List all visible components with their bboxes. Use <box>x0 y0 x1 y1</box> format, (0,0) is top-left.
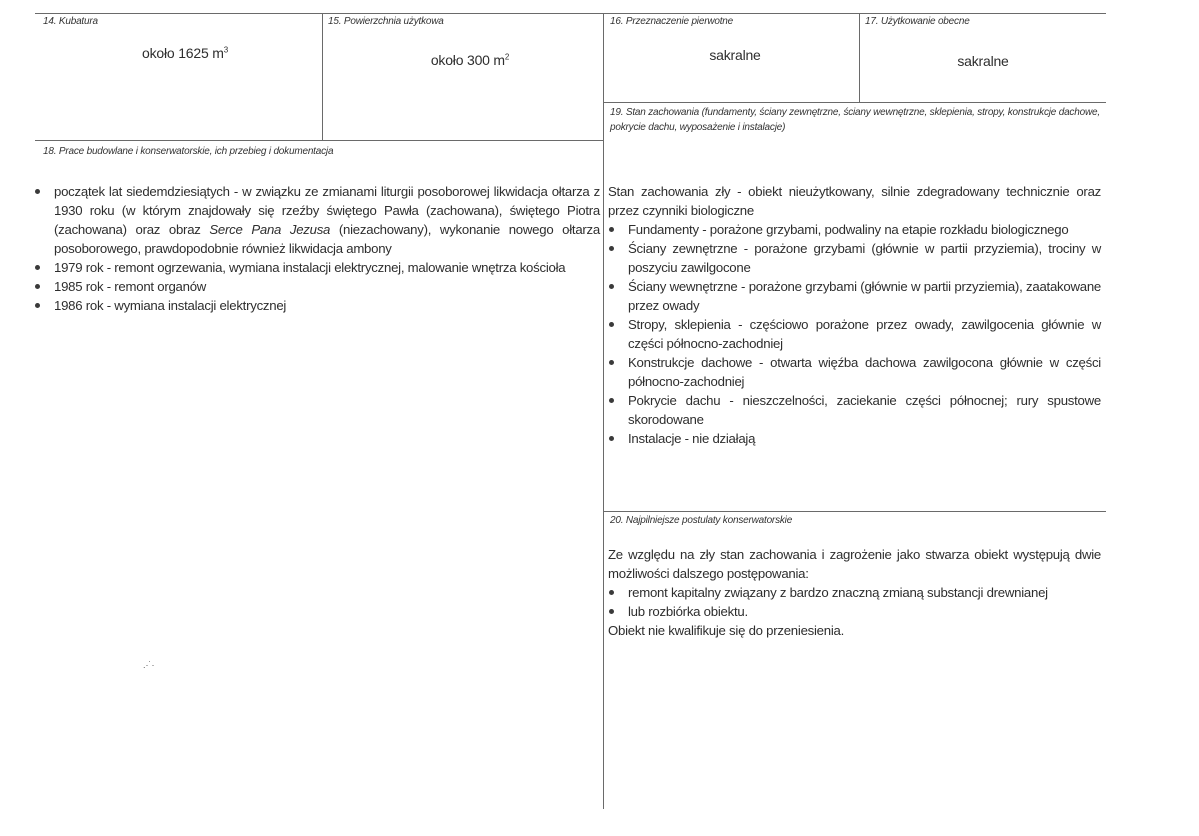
bullet-icon <box>609 284 614 289</box>
bullet-icon <box>609 227 614 232</box>
list-item <box>32 277 600 296</box>
postulate-item-1-text: remont kapitalny związany z bardzo znaczną zmianą substancji drewnianej <box>628 585 1048 600</box>
divider-16-17 <box>859 13 860 102</box>
bullet-icon <box>609 322 614 327</box>
field-15-value <box>390 52 550 68</box>
bullet-icon <box>609 436 614 441</box>
condition-item-6-text: Pokrycie dachu - nieszczelności, zaciekanie części północnej; rury spustowe skorodowane <box>628 393 1101 427</box>
field-18-label: 18. Prace budowlane i konserwatorskie, ich przebieg i dokumentacja <box>43 146 334 157</box>
field-20-content <box>608 545 1101 640</box>
bullet-icon <box>35 189 40 194</box>
condition-item-5-text: Konstrukcje dachowe - otwarta więźba dachowa zawilgocona głównie w części północno-zachodniej <box>628 355 1101 389</box>
field-16-value: sakralne <box>709 47 761 63</box>
divider-14-15 <box>322 13 323 140</box>
area-unit-superscript: 2 <box>504 52 510 62</box>
list-item <box>606 315 1101 353</box>
bullet-icon <box>609 360 614 365</box>
list-item <box>606 277 1101 315</box>
list-item <box>606 220 1101 239</box>
condition-item-1-text: Fundamenty - porażone grzybami, podwaliny na etapie rozkładu biologicznego <box>628 222 1069 237</box>
bullet-icon <box>35 303 40 308</box>
condition-list <box>606 220 1101 448</box>
bullet-icon <box>609 246 614 251</box>
field-17-label: 17. Użytkowanie obecne <box>865 16 970 27</box>
volume-unit-superscript: 3 <box>223 45 228 55</box>
list-item <box>606 391 1101 429</box>
painting-title: Serce Pana Jezusa <box>209 222 331 237</box>
list-item <box>32 296 600 315</box>
field-19-label: 19. Stan zachowania (fundamenty, ściany zewnętrzne, ściany wewnętrzne, sklepienia, stropy, konstrukcje dachowe, pokrycie dachu, wyposażenie i instalacje) <box>610 107 1100 133</box>
rule-above-20 <box>604 511 1106 512</box>
divider-center <box>603 13 604 809</box>
condition-item-3-text: Ściany wewnętrzne - porażone grzybami (głównie w partii przyziemia), zaatakowane przez owady <box>628 279 1101 313</box>
list-item <box>606 239 1101 277</box>
field-17-value: sakralne <box>957 53 1009 69</box>
works-list <box>32 182 600 315</box>
list-item <box>606 353 1101 391</box>
works-item-1-text-end: (niezachowany), wykonanie nowego ołtarza posoborowego, prawdopodobnie również likwidacja ambony <box>54 222 600 256</box>
list-item <box>32 258 600 277</box>
field-16-label: 16. Przeznaczenie pierwotne <box>610 16 734 27</box>
bullet-icon <box>35 265 40 270</box>
works-item-1-text: początek lat siedemdziesiątych - w związku ze zmianami liturgii posoborowej likwidacja ołtarza z 1930 roku (w którym znajdowały się rzeźby świętego Pawła (zachowana), świętego Piotra (zachowana) oraz obraz <box>54 184 600 237</box>
list-item <box>606 583 1101 602</box>
postulate-item-2-text: lub rozbiórka obiektu. <box>628 604 748 619</box>
postulates-list <box>606 583 1101 621</box>
works-item-2-text: 1979 rok - remont ogrzewania, wymiana instalacji elektrycznej, malowanie wnętrza kościoła <box>54 260 566 275</box>
rule-above-18 <box>35 140 603 141</box>
condition-intro: Stan zachowania zły - obiekt nieużytkowany, silnie zdegradowany technicznie oraz przez czynniki biologiczne <box>608 184 1101 218</box>
condition-item-4-text: Stropy, sklepienia - częściowo porażone przez owady, zawilgocenia głównie w części północno-zachodniej <box>628 317 1101 351</box>
list-item <box>606 429 1101 448</box>
top-rule <box>35 13 1106 14</box>
list-item <box>606 602 1101 621</box>
postulates-intro: Ze względu na zły stan zachowania i zagrożenie jako stwarza obiekt występują dwie możliwości dalszego postępowania: <box>608 547 1101 581</box>
scan-speck: .·˙· <box>143 660 155 670</box>
works-item-3-text: 1985 rok - remont organów <box>54 279 207 294</box>
volume-value: około 1625 m <box>142 45 224 61</box>
bullet-icon <box>609 590 614 595</box>
postulates-outro: Obiekt nie kwalifikuje się do przeniesienia. <box>608 623 845 638</box>
field-15-label: 15. Powierzchnia użytkowa <box>328 16 444 27</box>
works-item-4-text: 1986 rok - wymiana instalacji elektrycznej <box>54 298 287 313</box>
area-value: około 300 m <box>430 52 505 68</box>
field-14-label: 14. Kubatura <box>43 16 98 27</box>
field-19-content <box>608 182 1101 448</box>
field-20-label: 20. Najpilniejsze postulaty konserwatorskie <box>610 515 793 526</box>
condition-item-7-text: Instalacje - nie działają <box>628 431 756 446</box>
list-item <box>32 182 600 258</box>
field-14-value <box>100 45 270 61</box>
field-18-content <box>32 182 600 315</box>
bullet-icon <box>35 284 40 289</box>
bullet-icon <box>609 398 614 403</box>
rule-above-19 <box>604 102 1106 103</box>
condition-item-2-text: Ściany zewnętrzne - porażone grzybami (głównie w partii przyziemia), trociny w poszyciu zawilgocone <box>628 241 1101 275</box>
bullet-icon <box>609 609 614 614</box>
